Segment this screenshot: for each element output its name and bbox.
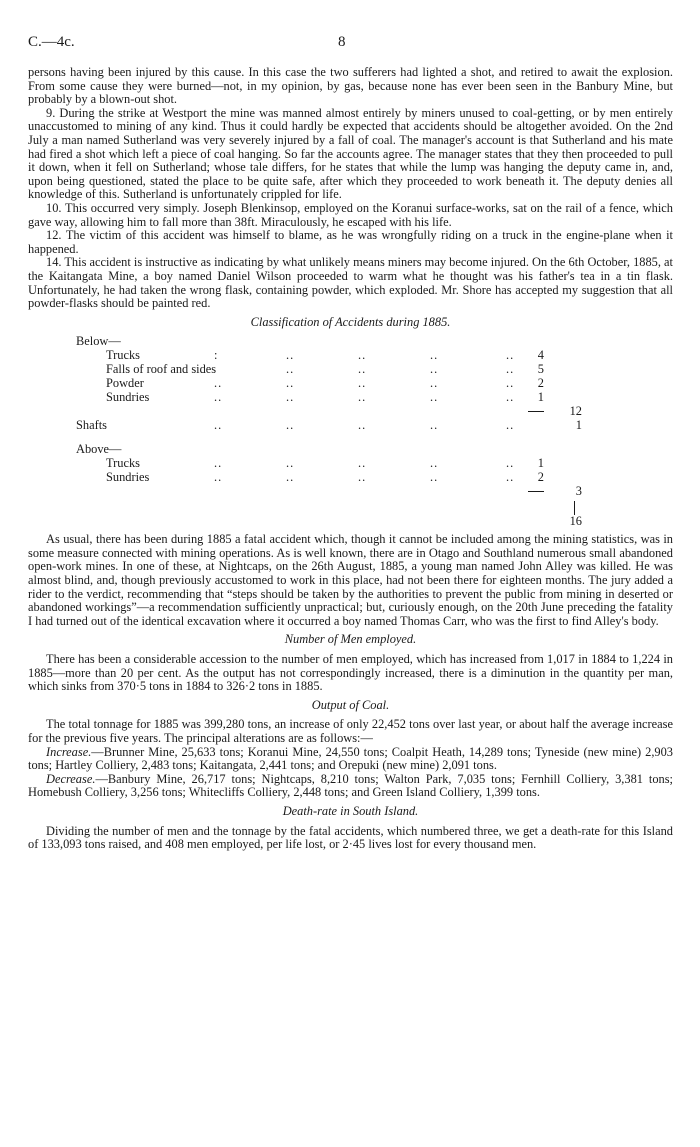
leader-dots: .. — [214, 470, 223, 485]
leader-dots: .. — [506, 456, 515, 471]
above-trucks-label: Trucks — [106, 456, 140, 471]
leader-dots: .. — [286, 470, 295, 485]
leader-dots: .. — [430, 362, 439, 377]
leader-dots: .. — [430, 456, 439, 471]
death-rate-heading: Death-rate in South Island. — [282, 803, 419, 818]
below-trucks-value: 4 — [537, 348, 544, 363]
above-trucks-value: 1 — [537, 456, 544, 471]
leader-dots: .. — [214, 456, 223, 471]
leader-dots: : — [214, 348, 219, 363]
below-sundries-label: Sundries — [106, 390, 150, 405]
paragraph-continued: persons having been injured by this cause. In this case the two sufferers had lighted a shot, and retired to await the explosion. From some cause they were burned—not, in my opinion, by gas, because none has ever been seen in the Banbury Mine, but probably by a blown-out shot. — [28, 65, 673, 107]
total-rule — [574, 501, 575, 515]
below-powder-label: Powder — [106, 376, 144, 391]
leader-dots: .. — [506, 470, 515, 485]
classification-heading: Classification of Accidents during 1885. — [250, 314, 451, 329]
leader-dots: .. — [430, 418, 439, 433]
leader-dots: .. — [358, 456, 367, 471]
increase-text: —Brunner Mine, 25,633 tons; Koranui Mine, 24,550 tons; Coalpit Heath, 14,289 tons; Tyneside (new mine) 2,903 tons; Hartley Colliery, 2,483 tons; Kaitangata, 2,441 tons; and Orepuki (new mine) 2,091 tons. — [28, 744, 673, 773]
body-text — [28, 66, 673, 852]
paragraph-decrease — [28, 773, 673, 800]
leader-dots: .. — [286, 362, 295, 377]
below-label: Below— — [76, 334, 121, 349]
leader-dots: .. — [430, 348, 439, 363]
decrease-label: Decrease. — [46, 771, 96, 786]
classification-table — [28, 335, 673, 443]
paragraph-12: 12. The victim of this accident was himself to blame, as he was wrongfully riding on a truck in the engine-plane when it happened. — [28, 228, 673, 256]
shafts-value: 1 — [575, 418, 582, 433]
leader-dots: .. — [506, 362, 515, 377]
paragraph-death-rate: Dividing the number of men and the tonnage by the fatal accidents, which numbered three, we get a death-rate for this Island of 133,093 tons raised, and 408 men employed, per life lost, or 2·45 lives lost for every thousand men. — [28, 823, 673, 852]
subtotal-rule — [528, 411, 544, 412]
leader-dots: .. — [214, 390, 223, 405]
leader-dots: .. — [506, 390, 515, 405]
increase-label: Increase. — [46, 744, 92, 759]
paragraph-10: 10. This occurred very simply. Joseph Blenkinsop, employed on the Koranui surface-works, sat on the rail of a fence, which gave way, allowing him to fall more than 38ft. Miraculously, he escaped with his life. — [28, 200, 673, 229]
leader-dots: .. — [358, 376, 367, 391]
below-falls-label: Falls of roof and sides — [106, 362, 217, 377]
shafts-label: Shafts — [76, 418, 107, 433]
output-heading: Output of Coal. — [311, 697, 390, 712]
leader-dots: .. — [358, 362, 367, 377]
paragraph-increase — [28, 746, 673, 773]
leader-dots: .. — [430, 376, 439, 391]
leader-dots: .. — [214, 418, 223, 433]
leader-dots: .. — [358, 470, 367, 485]
below-total: 12 — [569, 404, 582, 419]
above-total: 3 — [575, 484, 582, 499]
leader-dots: .. — [358, 418, 367, 433]
paragraph-fatal-accident: As usual, there has been during 1885 a fatal accident which, though it cannot be included among the mining statistics, was in some measure connected with mining operations. As is well known, there are in Otago and Southland numerous small abandoned open-work mines. In one of these, at Nightcaps, on the 26th August, 1885, a young man named John Alley was killed. He was almost blind, and, though previously accustomed to work in this place, had not been there for eighteen months. The jury added a rider to the verdict, recommending that “steps should be taken by the authorities to prevent the public from mining in deserted or abandoned workings”—a recommendation sufficiently unpractical; but, curiously enough, on the 20th June preceding the fatality I had turned out of the identical excavation where it occurred a boy named Thomas Carr, who was the first to find Alley's body. — [28, 532, 673, 628]
decrease-text: —Banbury Mine, 26,717 tons; Nightcaps, 8,210 tons; Walton Park, 7,035 tons; Fernhill Colliery, 3,381 tons; Homebush Colliery, 3,256 tons; Whitecliffs Colliery, 2,448 tons; and Green Island Colliery, 1,399 tons. — [28, 771, 673, 800]
leader-dots: .. — [430, 470, 439, 485]
leader-dots: .. — [286, 418, 295, 433]
paragraph-14: 14. This accident is instructive as indicating by what unlikely means miners may become injured. On the 6th October, 1885, at the Kaitangata Mine, a boy named Daniel Wilson proceeded to warm what he thought was his father's tea in a tin flask. Unfortunately, he had taken the wrong flask, containing powder, which exploded. Mr. Shore has accepted my suggestion that all powder-flasks should be painted red. — [28, 255, 673, 311]
report-code: C.—4c. — [28, 34, 75, 50]
below-trucks-label: Trucks — [106, 348, 140, 363]
paragraph-output: The total tonnage for 1885 was 399,280 tons, an increase of only 22,452 tons over last year, or about half the average increase for the previous five years. The principal alterations are as follows:— — [28, 717, 673, 745]
subtotal-rule — [528, 491, 544, 492]
paragraph-9: 9. During the strike at Westport the mine was manned almost entirely by miners unused to coal-getting, or by men entirely unaccustomed to mining of any kind. Thus it could hardly be expected that accidents should be altogether avoided. On the 2nd July a man named Sutherland was very severely injured by a fall of coal. The manager's account is that Sutherland and his mate had fired a shot which left a piece of coal hanging. So far the accounts agree. The manager states that they then proceeded to pull it down, when it fell on Sutherland; whose tale differs, for he states that while the lump was hanging the deputy came in, and, upon being questioned, stated the place to be quite safe, after which they proceeded to work beneath it. The deputy denies all knowledge of this. Sutherland is unfortunately crippled for life. — [28, 105, 673, 202]
above-label: Above— — [76, 442, 122, 457]
leader-dots: .. — [430, 390, 439, 405]
leader-dots: .. — [214, 376, 223, 391]
below-falls-value: 5 — [537, 362, 544, 377]
page-number: 8 — [338, 34, 346, 50]
leader-dots: .. — [506, 348, 515, 363]
leader-dots: .. — [506, 376, 515, 391]
below-sundries-value: 1 — [537, 390, 544, 405]
above-sundries-label: Sundries — [106, 470, 150, 485]
leader-dots: .. — [286, 390, 295, 405]
below-powder-value: 2 — [537, 376, 544, 391]
leader-dots: .. — [286, 376, 295, 391]
classification-table-above — [28, 443, 673, 527]
grand-total: 16 — [569, 514, 582, 529]
leader-dots: .. — [358, 390, 367, 405]
leader-dots: .. — [286, 348, 295, 363]
leader-dots: .. — [358, 348, 367, 363]
above-sundries-value: 2 — [537, 470, 544, 485]
paragraph-men-employed: There has been a considerable accession to the number of men employed, which has increased from 1,017 in 1884 to 1,224 in 1885—more than 20 per cent. As the output has not correspondingly increased, there is a diminution in the quantity per man, which sinks from 370·5 tons in 1884 to 326·2 tons in 1885. — [28, 652, 673, 694]
leader-dots: .. — [506, 418, 515, 433]
men-employed-heading: Number of Men employed. — [284, 632, 417, 647]
leader-dots: .. — [286, 456, 295, 471]
